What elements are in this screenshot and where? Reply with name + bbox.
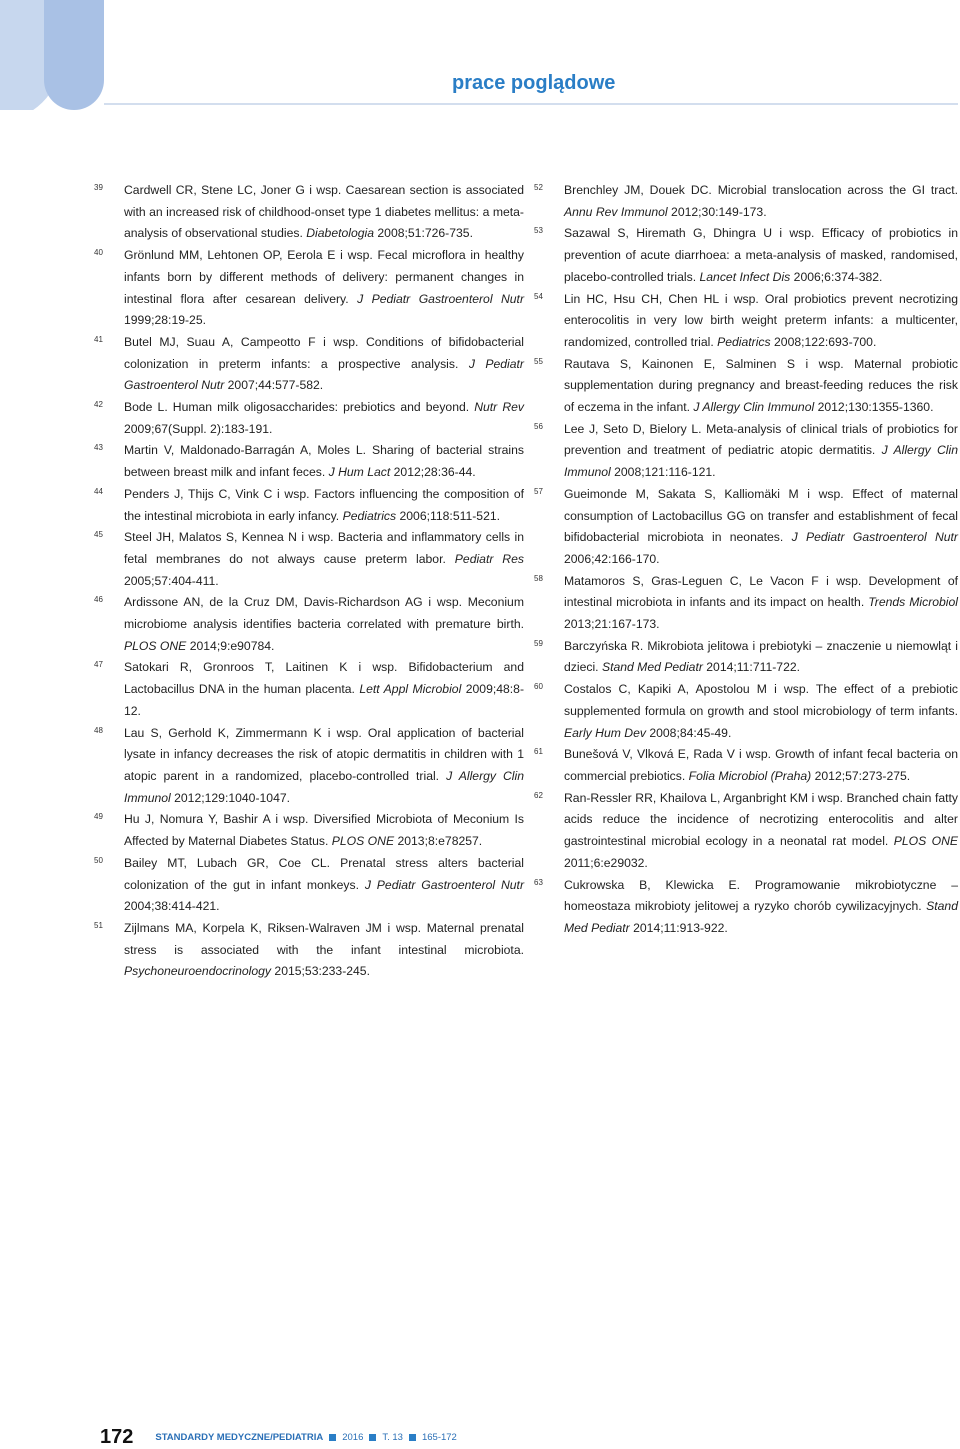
reference-text: Lau S, Gerhold K, Zimmermann K i wsp. Oral application of bacterial lysate in infancy decreases the risk of atopic dermatitis in children with 1 atopic parent in a randomized, placebo-controlled trial.: [124, 725, 524, 783]
reference-journal: J Allergy Clin Immunol: [564, 443, 958, 480]
reference-number: 40: [94, 248, 103, 258]
reference-journal: Diabetologia: [306, 226, 375, 241]
reference-journal: J Allergy Clin Immunol: [124, 768, 524, 805]
reference-text: Bailey MT, Lubach GR, Coe CL. Prenatal stress alters bacterial colonization of the gut in infant monkeys.: [124, 855, 524, 892]
reference-text: Zijlmans MA, Korpela K, Riksen-Walraven JM i wsp. Maternal prenatal stress is associated with the infant intestinal microbiota.: [124, 920, 524, 957]
page-footer: [100, 1425, 457, 1449]
reference-citation: 2015;53:233-245.: [274, 964, 370, 979]
reference-item: [94, 809, 524, 852]
reference-citation: 2008;51:726-735.: [377, 226, 473, 241]
reference-item: [534, 223, 958, 288]
reference-text: Bode L. Human milk oligosaccharides: prebiotics and beyond.: [124, 400, 470, 415]
reference-journal: Folia Microbiol (Praha): [688, 768, 812, 783]
reference-text: Steel JH, Malatos S, Kennea N i wsp. Bacteria and inflammatory cells in fetal membranes do not always cause preterm labor.: [124, 530, 524, 566]
reference-journal: Annu Rev Immunol: [564, 204, 668, 219]
reference-number: 44: [94, 486, 103, 496]
reference-journal: Early Hum Dev: [564, 725, 646, 740]
reference-item: [94, 440, 524, 483]
reference-citation: 2012;28:36-44.: [393, 465, 476, 480]
reference-number: 60: [534, 682, 543, 692]
reference-number: 45: [94, 530, 103, 540]
reference-citation: 2014;11:711-722.: [706, 660, 801, 675]
reference-number: 48: [94, 725, 103, 735]
reference-text: Butel MJ, Suau A, Campeotto F i wsp. Conditions of bifidobacterial colonization in preterm infants: a prospective analysis.: [124, 334, 524, 371]
reference-citation: 2008;122:693-700.: [774, 334, 877, 349]
square-separator-icon: [329, 1434, 336, 1441]
reference-item: [534, 875, 958, 940]
reference-item: [534, 484, 958, 571]
reference-journal: J Pediatr Gastroenterol Nutr: [791, 530, 958, 545]
reference-journal: J Pediatr Gastroenterol Nutr: [124, 356, 524, 393]
reference-journal: Trends Microbiol: [868, 595, 958, 610]
footer-pages: 165-172: [421, 1431, 457, 1443]
reference-citation: 2007;44:577-582.: [227, 378, 324, 393]
reference-item: [94, 527, 524, 592]
reference-journal: PLOS ONE: [124, 638, 187, 653]
reference-citation: 2013;8:e78257.: [397, 834, 483, 849]
reference-citation: 2012;130:1355-1360.: [817, 400, 934, 415]
reference-number: 49: [94, 812, 103, 822]
reference-journal: Nutr Rev: [474, 400, 524, 415]
corner-band-mid: [44, 0, 104, 110]
reference-number: 50: [94, 855, 103, 865]
square-separator-icon: [409, 1434, 416, 1441]
reference-journal: Pediatr Res: [454, 551, 524, 566]
reference-citation: 2005;57:404-411.: [124, 573, 219, 588]
reference-number: 42: [94, 400, 103, 410]
footer-volume: T. 13: [382, 1431, 403, 1443]
section-label: prace poglądowe: [452, 72, 616, 94]
reference-item: [94, 723, 524, 810]
reference-number: 52: [534, 183, 543, 192]
reference-text: Cardwell CR, Stene LC, Joner G i wsp. Caesarean section is associated with an increased risk of childhood-onset type 1 diabetes mellitus: a meta-analysis of observational studies.: [124, 183, 524, 241]
reference-number: 63: [534, 877, 543, 887]
reference-item: [534, 289, 958, 354]
reference-item: [94, 397, 524, 440]
reference-journal: J Pediatr Gastroenterol Nutr: [357, 291, 525, 306]
references-left-column: [94, 180, 524, 983]
reference-number: 39: [94, 183, 103, 192]
reference-citation: 2011;6:e29032.: [564, 855, 648, 870]
reference-citation: 2014;9:e90784.: [189, 638, 275, 653]
reference-number: 58: [534, 573, 543, 583]
reference-citation: 2009;67(Suppl. 2):183-191.: [124, 421, 273, 436]
reference-number: 53: [534, 226, 543, 236]
reference-text: Matamoros S, Gras-Leguen C, Le Vacon F i wsp. Development of intestinal microbiota in infants and its impact on health.: [564, 573, 958, 610]
reference-number: 46: [94, 595, 103, 605]
reference-text: Gueimonde M, Sakata S, Kalliomäki M i wsp. Effect of maternal consumption of Lactobacillus GG on transfer and establishment of fecal bifidobacterial microbiota in neonates.: [564, 486, 958, 545]
header-rule: [104, 103, 958, 105]
reference-journal: Stand Med Pediatr: [601, 660, 703, 675]
footer-year: 2016: [342, 1431, 364, 1443]
reference-text: Brenchley JM, Douek DC. Microbial translocation across the GI tract.: [564, 183, 958, 197]
reference-journal: PLOS ONE: [331, 834, 395, 849]
reference-journal: Pediatrics: [717, 334, 771, 349]
reference-journal: J Pediatr Gastroenterol Nutr: [364, 877, 524, 892]
reference-journal: J Hum Lact: [328, 465, 391, 480]
reference-number: 41: [94, 334, 103, 344]
reference-number: 54: [534, 291, 543, 301]
reference-item: [94, 657, 524, 722]
reference-journal: J Allergy Clin Immunol: [693, 400, 815, 415]
corner-decoration: [0, 0, 104, 110]
reference-number: 62: [534, 790, 543, 800]
footer-journal-info: [155, 1432, 456, 1443]
reference-text: Ardissone AN, de la Cruz DM, Davis-Richardson AG i wsp. Meconium microbiome analysis identifies bacteria correlated with premature birth.: [124, 595, 524, 632]
reference-number: 51: [94, 920, 103, 930]
reference-citation: 2013;21:167-173.: [564, 617, 660, 632]
reference-citation: 2006;42:166-170.: [564, 551, 660, 566]
reference-text: Sazawal S, Hiremath G, Dhingra U i wsp. Efficacy of probiotics in prevention of acute diarrhoea: a meta-analysis of masked, randomised, placebo-controlled trials.: [564, 226, 958, 284]
reference-citation: 2012;30:149-173.: [671, 204, 767, 219]
reference-citation: 1999;28:19-25.: [124, 313, 206, 328]
reference-journal: Psychoneuroendocrinology: [124, 964, 272, 979]
reference-item: [534, 679, 958, 744]
reference-number: 43: [94, 443, 103, 453]
reference-citation: 2008;84:45-49.: [649, 725, 732, 740]
reference-text: Ran-Ressler RR, Khailova L, Arganbright KM i wsp. Branched chain fatty acids reduce the incidence of necrotizing enterocolitis and alter gastrointestinal microbial ecology in a neonatal rat model.: [564, 790, 958, 849]
reference-citation: 2009;48:8-12.: [124, 682, 525, 718]
reference-journal: Stand Med Pediatr: [564, 899, 958, 935]
reference-item: [534, 788, 958, 875]
reference-text: Hu J, Nomura Y, Bashir A i wsp. Diversified Microbiota of Meconium Is Affected by Maternal Diabetes Status.: [124, 812, 524, 849]
reference-text: Martin V, Maldonado-Barragán A, Moles L. Sharing of bacterial strains between breast milk and infant feces.: [124, 443, 524, 480]
reference-item: [534, 744, 958, 787]
reference-item: [534, 419, 958, 484]
reference-item: [94, 592, 524, 657]
reference-journal: Lett Appl Microbiol: [359, 682, 462, 697]
reference-text: Barczyńska R. Mikrobiota jelitowa i prebiotyki – znaczenie u niemowląt i dzieci.: [564, 638, 958, 675]
reference-number: 56: [534, 421, 543, 431]
reference-text: Lee J, Seto D, Bielory L. Meta-analysis of clinical trials of probiotics for prevention and treatment of pediatric atopic dermatitis.: [564, 421, 958, 458]
reference-citation: 2008;121:116-121.: [614, 465, 716, 480]
reference-journal: Pediatrics: [342, 508, 397, 523]
reference-item: [94, 332, 524, 397]
reference-journal: Lancet Infect Dis: [699, 269, 791, 284]
reference-text: Rautava S, Kainonen E, Salminen S i wsp. Maternal probiotic supplementation during pregnancy and breast-feeding reduces the risk of eczema in the infant.: [564, 356, 958, 415]
reference-number: 55: [534, 356, 543, 366]
reference-number: 59: [534, 638, 543, 648]
reference-item: [534, 354, 958, 419]
reference-item: [94, 853, 524, 918]
reference-number: 61: [534, 747, 543, 757]
reference-citation: 2006;6:374-382.: [793, 269, 883, 284]
reference-number: 47: [94, 660, 103, 670]
reference-item: [94, 484, 524, 527]
reference-citation: 2014;11:913-922.: [633, 920, 728, 935]
reference-text: Grönlund MM, Lehtonen OP, Eerola E i wsp. Fecal microflora in healthy infants born by different methods of delivery: permanent changes in intestinal flora after cesarean delivery.: [124, 248, 524, 306]
reference-citation: 2012;129:1040-1047.: [174, 790, 291, 805]
reference-text: Penders J, Thijs C, Vink C i wsp. Factors influencing the composition of the intestinal microbiota in early infancy.: [124, 486, 524, 523]
reference-text: Cukrowska B, Klewicka E. Programowanie mikrobiotyczne – homeostaza mikrobioty jelitowej a ryzyko chorób cywilizacyjnych.: [564, 877, 958, 914]
footer-journal-title: STANDARDY MEDYCZNE/PEDIATRIA: [155, 1431, 324, 1443]
reference-item: [94, 918, 524, 983]
reference-item: [534, 180, 958, 223]
reference-journal: PLOS ONE: [893, 834, 959, 849]
reference-item: [94, 180, 524, 245]
reference-item: [94, 245, 524, 332]
square-separator-icon: [369, 1434, 376, 1441]
reference-text: Satokari R, Gronroos T, Laitinen K i wsp. Bifidobacterium and Lactobacillus DNA in the human placenta.: [124, 660, 524, 697]
references-right-column: [534, 180, 958, 940]
reference-item: [534, 636, 958, 679]
reference-text: Lin HC, Hsu CH, Chen HL i wsp. Oral probiotics prevent necrotizing enterocolitis in very low birth weight preterm infants: a multicenter, randomized, controlled trial.: [564, 291, 958, 349]
reference-citation: 2004;38:414-421.: [124, 899, 220, 914]
reference-citation: 2006;118:511-521.: [399, 508, 501, 523]
reference-citation: 2012;57:273-275.: [814, 768, 911, 783]
reference-number: 57: [534, 486, 543, 496]
page-number: 172: [100, 1425, 134, 1448]
reference-text: Bunešová V, Vlková E, Rada V i wsp. Growth of infant fecal bacteria on commercial prebiotics.: [564, 747, 958, 783]
reference-text: Costalos C, Kapiki A, Apostolou M i wsp. The effect of a prebiotic supplemented formula on growth and stool microbiology of term infants.: [564, 682, 958, 718]
reference-item: [534, 571, 958, 636]
